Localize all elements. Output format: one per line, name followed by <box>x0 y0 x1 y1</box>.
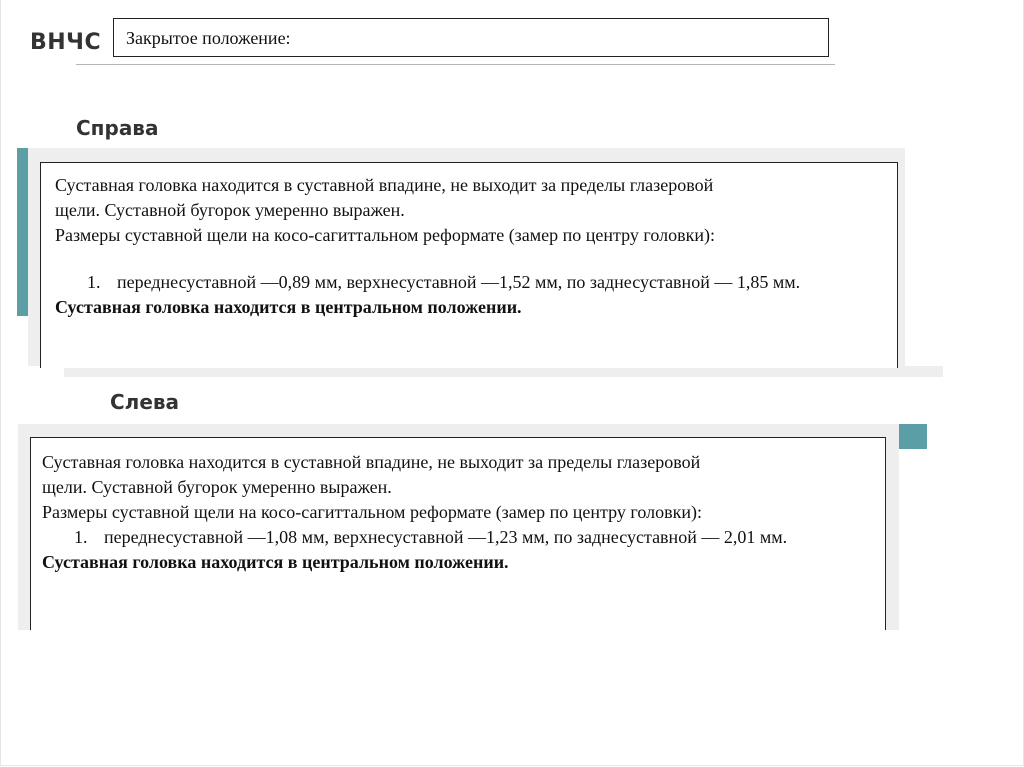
accent-bar-right <box>17 148 28 316</box>
list-text: переднесуставной —1,08 мм, верхнесуставной —1,23 мм, по заднесуставной — 2,01 мм. <box>104 527 788 547</box>
conclusion-text: Суставная головка находится в центральном положении. <box>55 297 522 317</box>
section-title-right: Справа <box>76 116 159 140</box>
paragraph-line: Размеры суставной щели на косо-сагиттальном реформате (замер по центру головки): <box>42 502 702 522</box>
paragraph-line: щели. Суставной бугорок умеренно выражен. <box>42 477 392 497</box>
section-title-left: Слева <box>110 390 180 414</box>
paragraph-line: Суставная головка находится в суставной впадине, не выходит за пределы глазеровой <box>42 452 701 472</box>
accent-bar-left <box>899 424 927 449</box>
list-number: 1. <box>87 272 101 292</box>
paragraph-line: щели. Суставной бугорок умеренно выражен. <box>55 200 405 220</box>
list-text: переднесуставной —0,89 мм, верхнесуставной —1,52 мм, по заднесуставной — 1,85 мм. <box>117 272 801 292</box>
report-box-right <box>40 162 898 368</box>
paragraph-line: Размеры суставной щели на косо-сагиттальном реформате (замер по центру головки): <box>55 225 715 245</box>
header-divider <box>76 64 835 65</box>
header-box <box>113 18 829 57</box>
page-title: ВНЧС <box>30 30 102 55</box>
list-item <box>74 525 885 550</box>
list-item <box>87 270 897 295</box>
paragraph-line: Суставная головка находится в суставной впадине, не выходит за пределы глазеровой <box>55 175 714 195</box>
report-box-left <box>30 437 886 630</box>
list-number: 1. <box>74 527 88 547</box>
conclusion-text: Суставная головка находится в центральном положении. <box>42 552 509 572</box>
header-box-text: Закрытое положение: <box>126 28 291 48</box>
